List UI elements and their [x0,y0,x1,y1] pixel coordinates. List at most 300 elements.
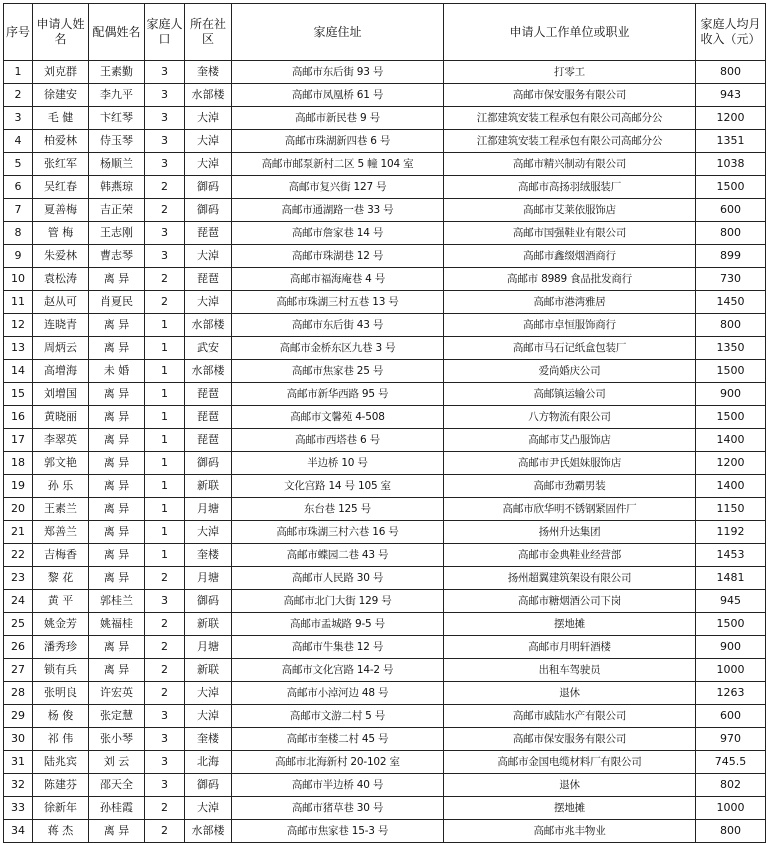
cell-spouse-name: 离 异 [89,406,145,429]
table-row [4,728,766,751]
cell-home-address: 高邮市复兴街 127 号 [232,176,444,199]
cell-spouse-name: 未 婚 [89,360,145,383]
table-row [4,176,766,199]
cell-monthly-income: 1481 [696,567,766,590]
cell-spouse-name: 姚福桂 [89,613,145,636]
cell-spouse-name: 杨顺兰 [89,153,145,176]
cell-household-size: 2 [145,613,185,636]
cell-household-size: 1 [145,337,185,360]
cell-serial-number: 26 [4,636,33,659]
cell-workplace: 高邮市高扬羽绒服装厂 [444,176,696,199]
cell-household-size: 3 [145,153,185,176]
cell-community: 奎楼 [185,544,232,567]
cell-applicant-name: 刘克群 [33,61,89,84]
cell-monthly-income: 1400 [696,429,766,452]
table-row [4,774,766,797]
cell-monthly-income: 900 [696,383,766,406]
cell-spouse-name: 孙桂霞 [89,797,145,820]
cell-monthly-income: 800 [696,222,766,245]
cell-spouse-name: 离 异 [89,659,145,682]
cell-home-address: 高邮市西塔巷 6 号 [232,429,444,452]
cell-community: 月塘 [185,567,232,590]
cell-household-size: 1 [145,544,185,567]
table-row [4,797,766,820]
cell-monthly-income: 1000 [696,797,766,820]
cell-monthly-income: 1200 [696,107,766,130]
table-row [4,406,766,429]
cell-monthly-income: 943 [696,84,766,107]
table-row [4,705,766,728]
cell-monthly-income: 1500 [696,406,766,429]
cell-applicant-name: 周炳云 [33,337,89,360]
cell-serial-number: 28 [4,682,33,705]
cell-workplace: 扬州超翼建筑架设有限公司 [444,567,696,590]
cell-community: 琵琶 [185,406,232,429]
table-row [4,429,766,452]
table-row [4,291,766,314]
cell-community: 奎楼 [185,728,232,751]
cell-applicant-name: 锁有兵 [33,659,89,682]
cell-workplace: 高邮市保安服务有限公司 [444,84,696,107]
cell-workplace: 高邮市 8989 食品批发商行 [444,268,696,291]
cell-household-size: 2 [145,176,185,199]
cell-household-size: 3 [145,61,185,84]
cell-workplace: 江都建筑安装工程承包有限公司高邮分公 [444,130,696,153]
cell-spouse-name: 卞红琴 [89,107,145,130]
cell-applicant-name: 陆兆宾 [33,751,89,774]
cell-monthly-income: 970 [696,728,766,751]
table-row [4,130,766,153]
cell-spouse-name: 离 异 [89,567,145,590]
cell-serial-number: 27 [4,659,33,682]
header-applicant-name: 申请人姓名 [33,4,89,61]
cell-spouse-name: 肖夏民 [89,291,145,314]
cell-home-address: 高邮市文游二村 5 号 [232,705,444,728]
cell-home-address: 高邮市新华西路 95 号 [232,383,444,406]
cell-workplace: 高邮市劲霸男装 [444,475,696,498]
cell-spouse-name: 韩燕琼 [89,176,145,199]
cell-household-size: 2 [145,199,185,222]
cell-applicant-name: 张红军 [33,153,89,176]
table-row [4,544,766,567]
cell-household-size: 3 [145,590,185,613]
table-row [4,383,766,406]
cell-spouse-name: 王素勤 [89,61,145,84]
cell-workplace: 江都建筑安装工程承包有限公司高邮分公 [444,107,696,130]
cell-workplace: 高邮市保安服务有限公司 [444,728,696,751]
cell-household-size: 3 [145,751,185,774]
cell-serial-number: 4 [4,130,33,153]
cell-workplace: 高邮市兆丰物业 [444,820,696,843]
cell-serial-number: 11 [4,291,33,314]
cell-spouse-name: 侍玉琴 [89,130,145,153]
cell-serial-number: 21 [4,521,33,544]
cell-home-address: 高邮市盂城路 9-5 号 [232,613,444,636]
table-row [4,636,766,659]
cell-serial-number: 3 [4,107,33,130]
cell-monthly-income: 1351 [696,130,766,153]
cell-serial-number: 6 [4,176,33,199]
cell-serial-number: 30 [4,728,33,751]
cell-household-size: 1 [145,498,185,521]
table-row [4,613,766,636]
cell-household-size: 3 [145,130,185,153]
cell-applicant-name: 陈建芬 [33,774,89,797]
cell-applicant-name: 蒋 杰 [33,820,89,843]
cell-household-size: 1 [145,406,185,429]
cell-applicant-name: 连晓青 [33,314,89,337]
cell-monthly-income: 745.5 [696,751,766,774]
cell-spouse-name: 离 异 [89,314,145,337]
cell-community: 新联 [185,659,232,682]
cell-home-address: 高邮市珠湖新四巷 6 号 [232,130,444,153]
cell-serial-number: 13 [4,337,33,360]
cell-workplace: 高邮市精兴制动有限公司 [444,153,696,176]
table-row [4,567,766,590]
cell-monthly-income: 800 [696,314,766,337]
cell-community: 大淖 [185,245,232,268]
cell-monthly-income: 600 [696,705,766,728]
cell-home-address: 高邮市焦家巷 25 号 [232,360,444,383]
cell-community: 琵琶 [185,429,232,452]
cell-applicant-name: 管 梅 [33,222,89,245]
cell-home-address: 高邮市詹家巷 14 号 [232,222,444,245]
cell-home-address: 高邮市北门大街 129 号 [232,590,444,613]
cell-household-size: 2 [145,659,185,682]
cell-home-address: 高邮市蝶园二巷 43 号 [232,544,444,567]
cell-monthly-income: 900 [696,636,766,659]
cell-monthly-income: 600 [696,199,766,222]
cell-workplace: 打零工 [444,61,696,84]
cell-spouse-name: 离 异 [89,268,145,291]
cell-serial-number: 33 [4,797,33,820]
cell-workplace: 高邮市国强鞋业有限公司 [444,222,696,245]
cell-household-size: 1 [145,383,185,406]
table-row [4,751,766,774]
cell-home-address: 文化宫路 14 号 105 室 [232,475,444,498]
table-row [4,153,766,176]
header-monthly-income: 家庭人均月收入（元） [696,4,766,61]
cell-home-address: 高邮市半边桥 40 号 [232,774,444,797]
cell-household-size: 3 [145,728,185,751]
cell-workplace: 高邮市欣华明不锈钢紧固件厂 [444,498,696,521]
cell-community: 月塘 [185,636,232,659]
cell-home-address: 高邮市猪草巷 30 号 [232,797,444,820]
cell-spouse-name: 离 异 [89,337,145,360]
cell-household-size: 1 [145,452,185,475]
cell-community: 御码 [185,176,232,199]
cell-community: 水部楼 [185,360,232,383]
cell-serial-number: 20 [4,498,33,521]
cell-spouse-name: 离 异 [89,429,145,452]
cell-monthly-income: 1000 [696,659,766,682]
cell-home-address: 高邮市通湖路一巷 33 号 [232,199,444,222]
cell-workplace: 高邮市艾莱依服饰店 [444,199,696,222]
cell-spouse-name: 离 异 [89,820,145,843]
header-community: 所在社区 [185,4,232,61]
cell-applicant-name: 夏善梅 [33,199,89,222]
cell-household-size: 3 [145,705,185,728]
cell-applicant-name: 徐新年 [33,797,89,820]
cell-applicant-name: 朱爱林 [33,245,89,268]
cell-spouse-name: 张定慧 [89,705,145,728]
cell-serial-number: 12 [4,314,33,337]
cell-monthly-income: 802 [696,774,766,797]
cell-monthly-income: 1500 [696,613,766,636]
cell-serial-number: 1 [4,61,33,84]
cell-community: 大淖 [185,153,232,176]
cell-community: 新联 [185,475,232,498]
cell-applicant-name: 吴红春 [33,176,89,199]
cell-home-address: 高邮市珠湖三村五巷 13 号 [232,291,444,314]
cell-home-address: 高邮市新民巷 9 号 [232,107,444,130]
cell-community: 武安 [185,337,232,360]
table-row [4,337,766,360]
cell-serial-number: 8 [4,222,33,245]
cell-household-size: 3 [145,107,185,130]
cell-applicant-name: 孙 乐 [33,475,89,498]
cell-monthly-income: 1500 [696,176,766,199]
cell-household-size: 2 [145,636,185,659]
cell-serial-number: 16 [4,406,33,429]
table-row [4,475,766,498]
cell-spouse-name: 李九平 [89,84,145,107]
cell-home-address: 高邮市东后街 43 号 [232,314,444,337]
cell-community: 御码 [185,199,232,222]
table-body [4,61,766,843]
cell-workplace: 高邮市卓恒服饰商行 [444,314,696,337]
cell-monthly-income: 800 [696,61,766,84]
cell-home-address: 高邮市焦家巷 15-3 号 [232,820,444,843]
cell-community: 大淖 [185,521,232,544]
cell-home-address: 高邮市珠湖三村六巷 16 号 [232,521,444,544]
cell-community: 琵琶 [185,222,232,245]
cell-household-size: 1 [145,314,185,337]
cell-monthly-income: 1263 [696,682,766,705]
cell-home-address: 高邮市牛集巷 12 号 [232,636,444,659]
cell-home-address: 高邮市凤凰桥 61 号 [232,84,444,107]
cell-household-size: 2 [145,797,185,820]
cell-monthly-income: 800 [696,820,766,843]
table-row [4,84,766,107]
header-row [4,4,766,61]
cell-applicant-name: 张明良 [33,682,89,705]
cell-monthly-income: 1350 [696,337,766,360]
cell-applicant-name: 柏爱林 [33,130,89,153]
cell-community: 水部楼 [185,314,232,337]
cell-monthly-income: 1192 [696,521,766,544]
cell-workplace: 高邮镇运输公司 [444,383,696,406]
cell-community: 新联 [185,613,232,636]
cell-home-address: 高邮市珠湖巷 12 号 [232,245,444,268]
cell-home-address: 高邮市小淖河边 48 号 [232,682,444,705]
cell-spouse-name: 离 异 [89,498,145,521]
cell-household-size: 3 [145,222,185,245]
cell-monthly-income: 1150 [696,498,766,521]
cell-applicant-name: 郑善兰 [33,521,89,544]
cell-household-size: 1 [145,475,185,498]
cell-serial-number: 2 [4,84,33,107]
cell-monthly-income: 730 [696,268,766,291]
cell-spouse-name: 离 异 [89,521,145,544]
cell-home-address: 高邮市北海新村 20-102 室 [232,751,444,774]
cell-household-size: 2 [145,820,185,843]
cell-workplace: 高邮市金典鞋业经营部 [444,544,696,567]
table-row [4,61,766,84]
cell-workplace: 摆地摊 [444,613,696,636]
cell-applicant-name: 黎 花 [33,567,89,590]
cell-workplace: 高邮市糖烟酒公司下岗 [444,590,696,613]
cell-workplace: 扬州升达集团 [444,521,696,544]
cell-community: 琵琶 [185,268,232,291]
table-row [4,245,766,268]
table-row [4,107,766,130]
cell-workplace: 高邮市马石记纸盒包装厂 [444,337,696,360]
table-row [4,199,766,222]
cell-community: 大淖 [185,797,232,820]
cell-spouse-name: 许宏英 [89,682,145,705]
cell-spouse-name: 曹志琴 [89,245,145,268]
cell-applicant-name: 毛 健 [33,107,89,130]
table-row [4,682,766,705]
cell-household-size: 2 [145,682,185,705]
cell-serial-number: 10 [4,268,33,291]
cell-community: 奎楼 [185,61,232,84]
cell-serial-number: 18 [4,452,33,475]
cell-monthly-income: 1450 [696,291,766,314]
table-row [4,590,766,613]
cell-applicant-name: 李翠英 [33,429,89,452]
cell-household-size: 2 [145,268,185,291]
cell-community: 御码 [185,452,232,475]
cell-serial-number: 17 [4,429,33,452]
cell-home-address: 高邮市文馨苑 4-508 [232,406,444,429]
cell-household-size: 3 [145,245,185,268]
cell-home-address: 高邮市奎楼二村 45 号 [232,728,444,751]
cell-workplace: 高邮市尹氏姐妹服饰店 [444,452,696,475]
cell-spouse-name: 郭桂兰 [89,590,145,613]
cell-spouse-name: 离 异 [89,475,145,498]
cell-community: 琵琶 [185,383,232,406]
table-row [4,498,766,521]
cell-community: 大淖 [185,107,232,130]
cell-monthly-income: 1200 [696,452,766,475]
table-row [4,360,766,383]
cell-spouse-name: 离 异 [89,544,145,567]
cell-serial-number: 9 [4,245,33,268]
cell-applicant-name: 袁松涛 [33,268,89,291]
cell-community: 大淖 [185,130,232,153]
cell-applicant-name: 刘增国 [33,383,89,406]
cell-applicant-name: 郭文艳 [33,452,89,475]
table-row [4,820,766,843]
cell-serial-number: 34 [4,820,33,843]
cell-workplace: 出租车驾驶员 [444,659,696,682]
cell-serial-number: 24 [4,590,33,613]
cell-applicant-name: 吉梅香 [33,544,89,567]
table-row [4,659,766,682]
header-household-size: 家庭人口 [145,4,185,61]
cell-workplace: 八方物流有限公司 [444,406,696,429]
cell-serial-number: 31 [4,751,33,774]
table-row [4,314,766,337]
cell-household-size: 3 [145,84,185,107]
header-home-address: 家庭住址 [232,4,444,61]
cell-monthly-income: 1500 [696,360,766,383]
cell-serial-number: 29 [4,705,33,728]
cell-community: 大淖 [185,705,232,728]
cell-workplace: 退休 [444,682,696,705]
cell-serial-number: 25 [4,613,33,636]
cell-workplace: 摆地摊 [444,797,696,820]
cell-home-address: 高邮市文化宫路 14-2 号 [232,659,444,682]
cell-community: 御码 [185,774,232,797]
cell-workplace: 高邮市鑫缀烟酒商行 [444,245,696,268]
cell-home-address: 东台巷 125 号 [232,498,444,521]
cell-home-address: 高邮市金桥东区九巷 3 号 [232,337,444,360]
cell-workplace: 高邮市金国电缆材料厂有限公司 [444,751,696,774]
cell-spouse-name: 王志刚 [89,222,145,245]
cell-applicant-name: 赵从可 [33,291,89,314]
cell-serial-number: 14 [4,360,33,383]
cell-community: 月塘 [185,498,232,521]
cell-household-size: 2 [145,291,185,314]
cell-applicant-name: 杨 俊 [33,705,89,728]
table-row [4,268,766,291]
cell-community: 大淖 [185,682,232,705]
cell-applicant-name: 姚金芳 [33,613,89,636]
table-row [4,521,766,544]
household-income-table-wrapper [3,3,766,843]
cell-community: 水部楼 [185,84,232,107]
cell-household-size: 3 [145,774,185,797]
table-row [4,222,766,245]
cell-spouse-name: 刘 云 [89,751,145,774]
cell-home-address: 高邮市邮泵新村二区 5 幢 104 室 [232,153,444,176]
cell-monthly-income: 945 [696,590,766,613]
cell-serial-number: 22 [4,544,33,567]
cell-workplace: 爱尚婚庆公司 [444,360,696,383]
cell-applicant-name: 黄晓丽 [33,406,89,429]
cell-spouse-name: 离 异 [89,636,145,659]
cell-applicant-name: 徐建安 [33,84,89,107]
header-workplace: 申请人工作单位或职业 [444,4,696,61]
cell-serial-number: 7 [4,199,33,222]
cell-household-size: 1 [145,429,185,452]
cell-home-address: 高邮市福海庵巷 4 号 [232,268,444,291]
cell-household-size: 1 [145,360,185,383]
cell-serial-number: 19 [4,475,33,498]
cell-applicant-name: 黄 平 [33,590,89,613]
cell-applicant-name: 祁 伟 [33,728,89,751]
cell-workplace: 高邮市艾凸服饰店 [444,429,696,452]
header-serial-number: 序号 [4,4,33,61]
cell-household-size: 1 [145,521,185,544]
cell-applicant-name: 潘秀珍 [33,636,89,659]
household-income-table [3,3,766,843]
cell-workplace: 高邮市港湾雅居 [444,291,696,314]
cell-workplace: 高邮市戚陆水产有限公司 [444,705,696,728]
cell-community: 大淖 [185,291,232,314]
cell-home-address: 半边桥 10 号 [232,452,444,475]
cell-spouse-name: 张小琴 [89,728,145,751]
cell-applicant-name: 高增海 [33,360,89,383]
cell-monthly-income: 1400 [696,475,766,498]
cell-household-size: 2 [145,567,185,590]
cell-serial-number: 23 [4,567,33,590]
cell-serial-number: 5 [4,153,33,176]
cell-community: 北海 [185,751,232,774]
